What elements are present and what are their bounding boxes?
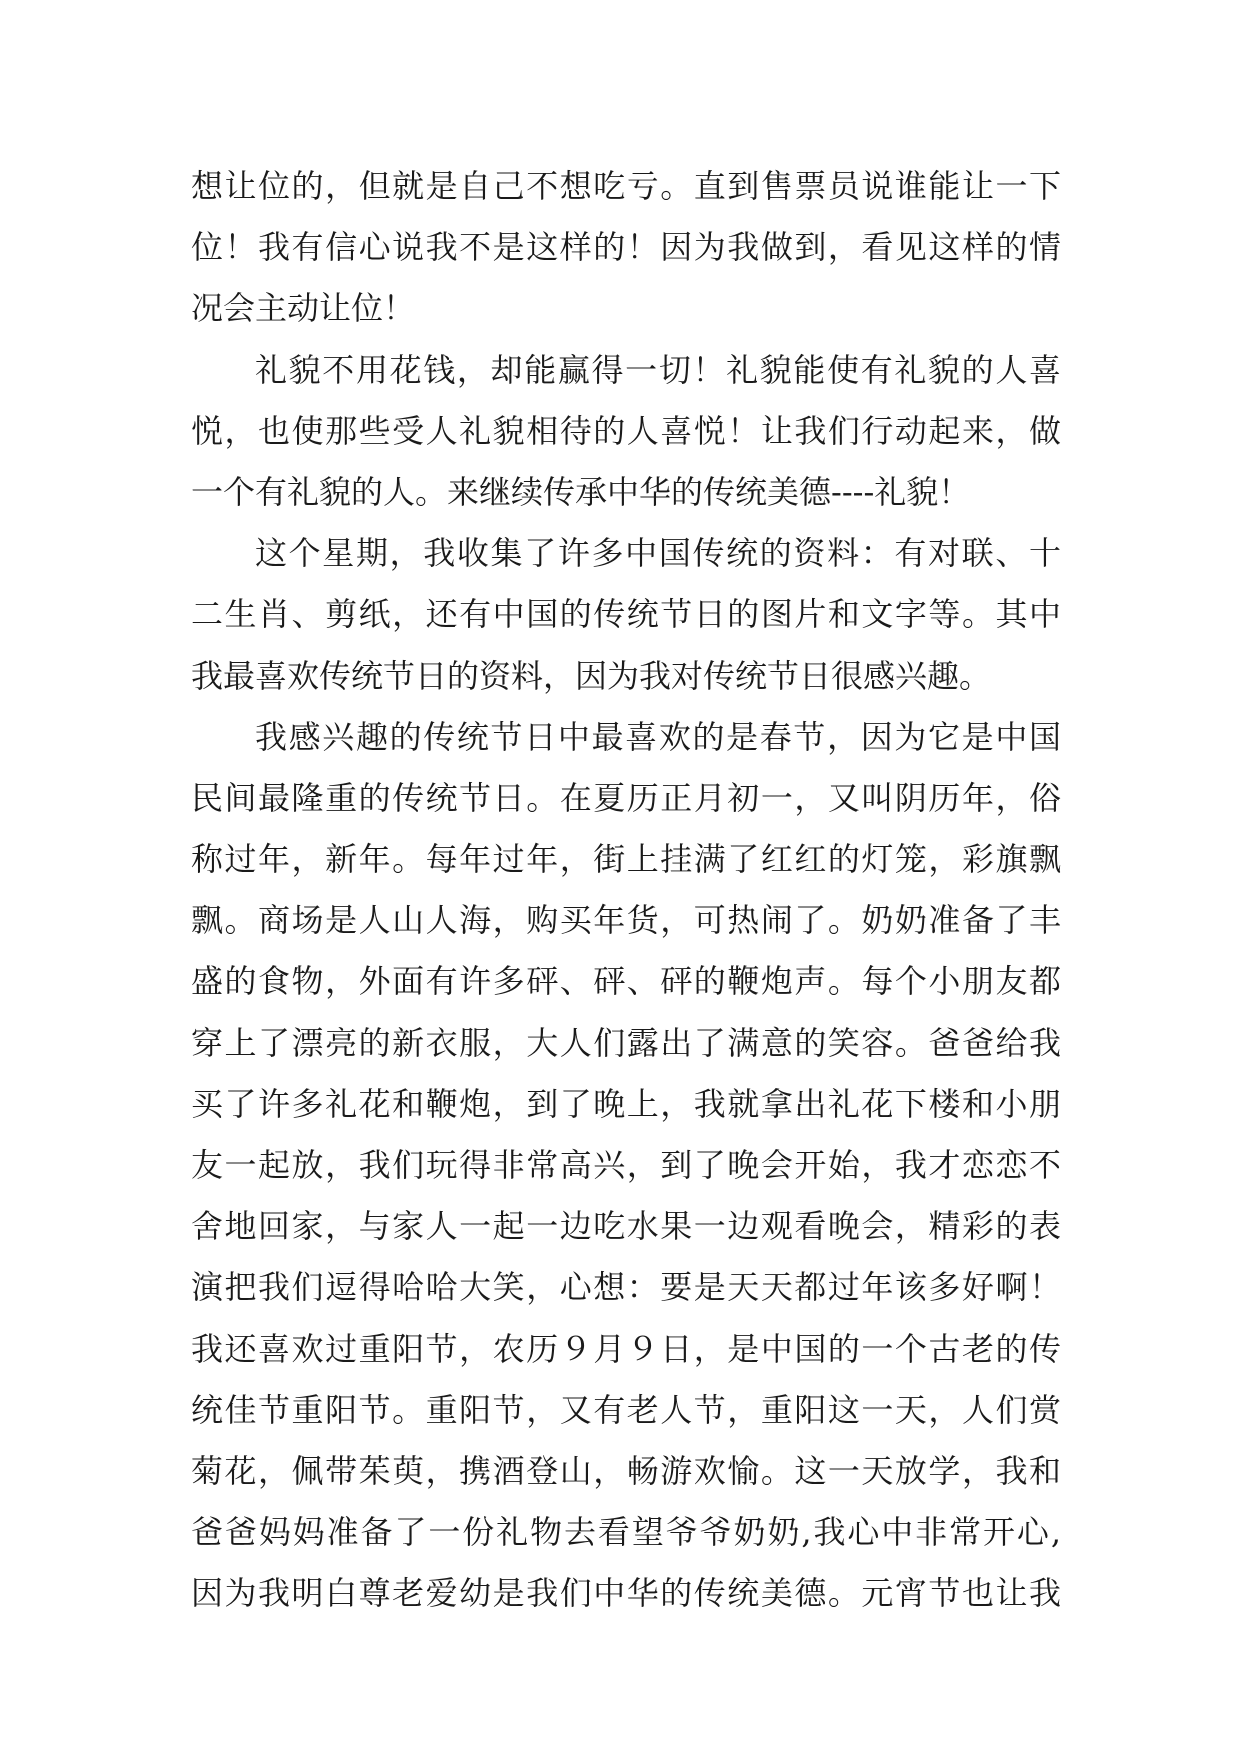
text-line: 称过年，新年。每年过年，街上挂满了红红的灯笼，彩旗飘 [191, 840, 1061, 879]
text-line: 爸爸妈妈准备了一份礼物去看望爷爷奶奶,我心中非常开心, [191, 1513, 1061, 1552]
text-line: 我最喜欢传统节日的资料，因为我对传统节日很感兴趣。 [191, 656, 992, 695]
text-line: 想让位的，但就是自己不想吃亏。直到售票员说谁能让一下 [191, 167, 1061, 205]
text-line: 穿上了漂亮的新衣服，大人们露出了满意的笑容。爸爸给我 [191, 1023, 1061, 1062]
text-line: 民间最隆重的传统节日。在夏历正月初一，又叫阴历年，俗 [191, 778, 1061, 817]
text-line: 我感兴趣的传统节日中最喜欢的是春节，因为它是中国 [255, 717, 1061, 756]
text-line: 一个有礼貌的人。来继续传承中华的传统美德----礼貌！ [191, 472, 971, 511]
text-line: 位！我有信心说我不是这样的！因为我做到，看见这样的情 [191, 228, 1061, 267]
text-line: 盛的食物，外面有许多砰、砰、砰的鞭炮声。每个小朋友都 [191, 962, 1061, 1001]
text-line: 舍地回家，与家人一起一边吃水果一边观看晚会，精彩的表 [191, 1207, 1061, 1246]
text-line: 飘。商场是人山人海，购买年货，可热闹了。奶奶准备了丰 [191, 901, 1061, 940]
text-line: 演把我们逗得哈哈大笑，心想：要是天天都过年该多好啊！ [191, 1268, 1061, 1307]
text-line: 统佳节重阳节。重阳节，又有老人节，重阳这一天，人们赏 [191, 1390, 1061, 1429]
text-line: 二生肖、剪纸，还有中国的传统节日的图片和文字等。其中 [191, 595, 1061, 634]
text-line: 况会主动让位！ [191, 289, 416, 328]
text-line: 友一起放，我们玩得非常高兴，到了晚会开始，我才恋恋不 [191, 1146, 1061, 1184]
text-line: 礼貌不用花钱，却能赢得一切！礼貌能使有礼貌的人喜 [255, 350, 1061, 389]
text-line: 菊花，佩带茱萸，携酒登山，畅游欢愉。这一天放学，我和 [191, 1451, 1061, 1490]
text-line: 买了许多礼花和鞭炮，到了晚上，我就拿出礼花下楼和小朋 [191, 1084, 1061, 1123]
text-line: 因为我明白尊老爱幼是我们中华的传统美德。元宵节也让我 [191, 1574, 1061, 1613]
text-line: 悦，也使那些受人礼貌相待的人喜悦！让我们行动起来，做 [191, 411, 1061, 450]
body-text [191, 156, 1061, 1625]
text-line: 我还喜欢过重阳节，农历９月９日，是中国的一个古老的传 [191, 1329, 1061, 1368]
text-line: 这个星期，我收集了许多中国传统的资料：有对联、十 [255, 534, 1061, 573]
